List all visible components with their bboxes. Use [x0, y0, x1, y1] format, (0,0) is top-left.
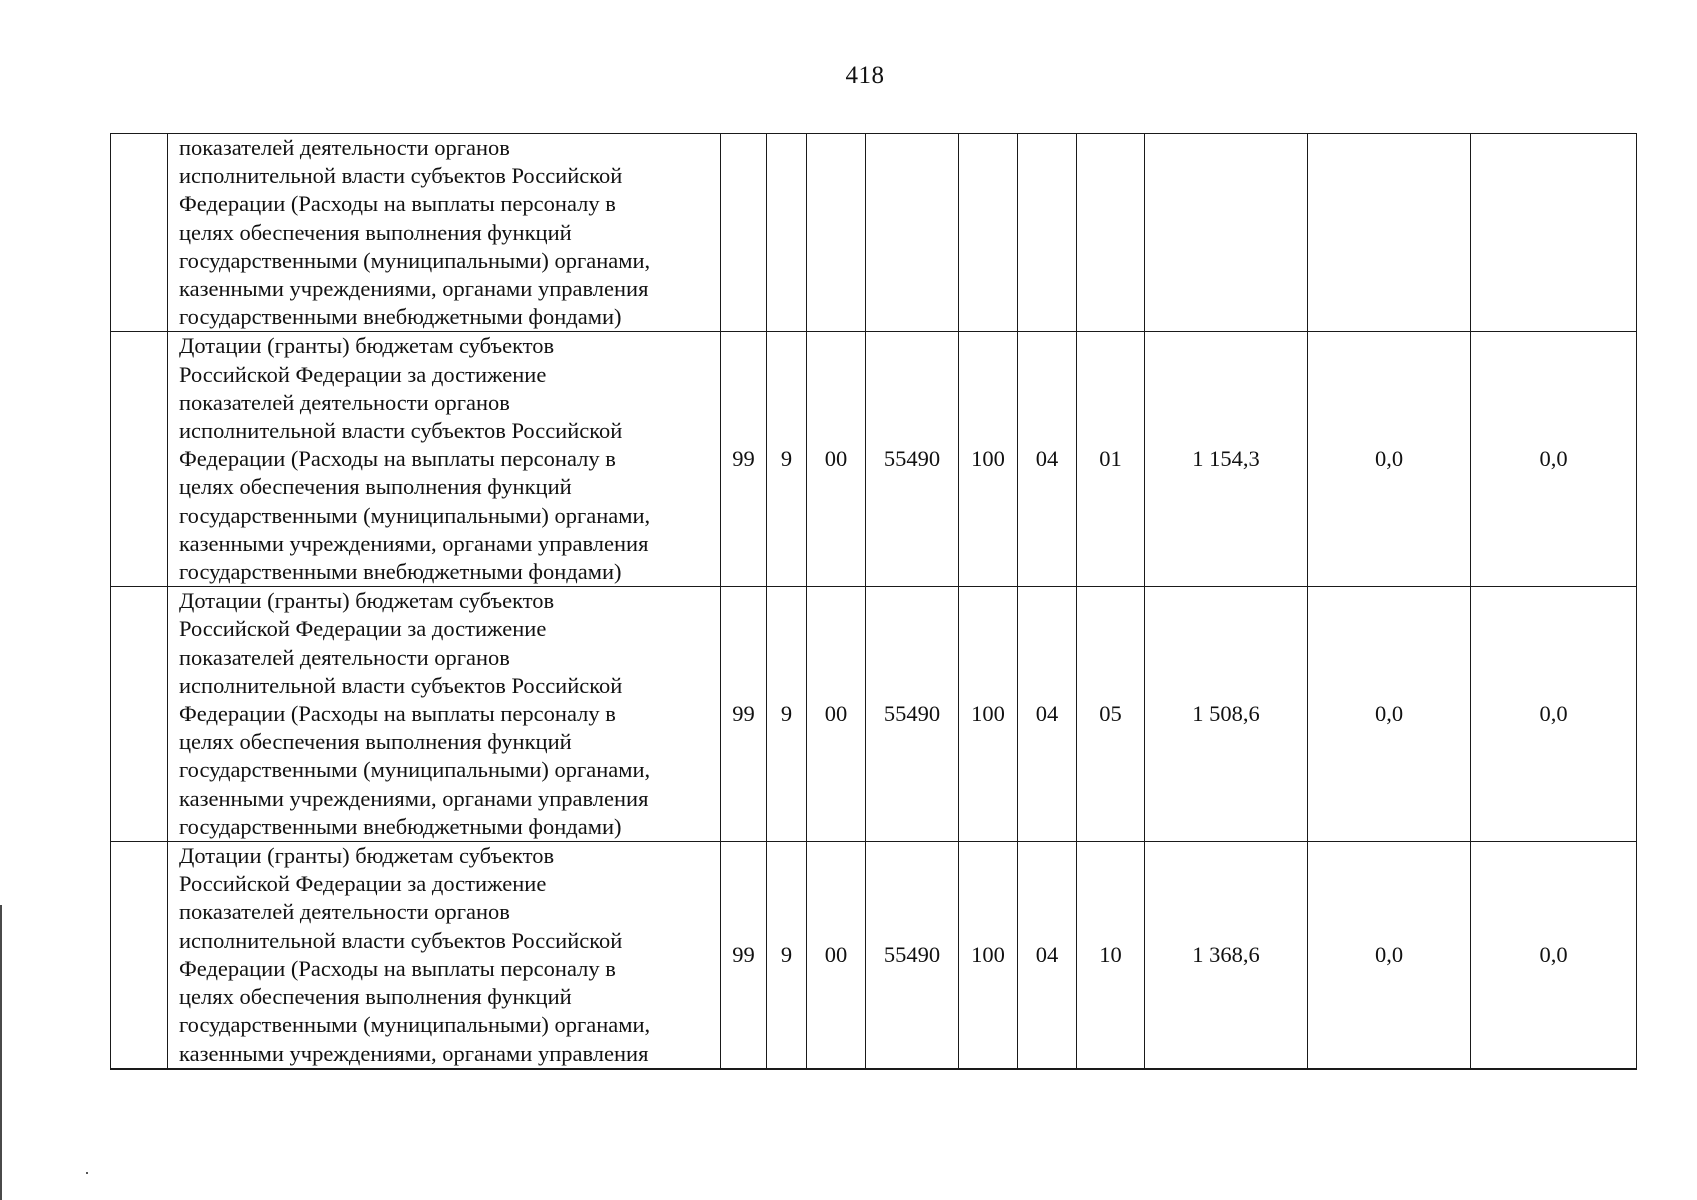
amount-cell: 0,0 — [1308, 332, 1471, 587]
scan-speck — [86, 1172, 88, 1174]
section-cell: 04 — [1018, 842, 1077, 1069]
amount-cell: 0,0 — [1471, 842, 1637, 1069]
description-line: Дотации (гранты) бюджетам субъектов — [179, 843, 555, 869]
description-line: целях обеспечения выполнения функций — [179, 984, 572, 1010]
description-line: Российской Федерации за достижение — [179, 616, 547, 642]
description-line: показателей деятельности органов — [179, 644, 510, 670]
description-line: показателей деятельности органов — [179, 389, 510, 415]
description-line: Дотации (гранты) бюджетам субъектов — [179, 588, 555, 614]
description-line: показателей деятельности органов — [179, 135, 510, 160]
description-line: государственными (муниципальными) органами, — [179, 757, 651, 783]
table-row — [111, 842, 1637, 1069]
subsection-cell — [1077, 134, 1145, 332]
description-cell — [168, 134, 721, 332]
expense-type-cell: 100 — [959, 332, 1018, 587]
description-line: Федерации (Расходы на выплаты персоналу в — [179, 701, 616, 727]
amount-cell: 0,0 — [1308, 842, 1471, 1069]
main-event-code-cell: 00 — [807, 587, 866, 842]
description-line: исполнительной власти субъектов Российской — [179, 418, 623, 444]
main-event-code-cell: 00 — [807, 332, 866, 587]
description-cell — [168, 842, 721, 1069]
subprogram-code-cell: 9 — [767, 332, 807, 587]
direction-code-cell: 55490 — [866, 332, 959, 587]
subsection-cell: 01 — [1077, 332, 1145, 587]
main-event-code-cell: 00 — [807, 842, 866, 1069]
description-line: исполнительной власти субъектов Российской — [179, 672, 623, 698]
description-line: показателей деятельности органов — [179, 899, 510, 925]
description-line: Российской Федерации за достижение — [179, 361, 547, 387]
amount-cell: 1 368,6 — [1145, 842, 1308, 1069]
description-cell — [168, 332, 721, 587]
description-line: государственными (муниципальными) органами, — [179, 502, 651, 528]
subprogram-code-cell: 9 — [767, 587, 807, 842]
table-row — [111, 587, 1637, 842]
amount-cell: 1 154,3 — [1145, 332, 1308, 587]
direction-code-cell: 55490 — [866, 842, 959, 1069]
description-line: целях обеспечения выполнения функций — [179, 474, 572, 500]
subsection-cell: 05 — [1077, 587, 1145, 842]
description-line: казенными учреждениями, органами управления — [179, 276, 649, 302]
subprogram-code-cell: 9 — [767, 842, 807, 1069]
description-line: Дотации (гранты) бюджетам субъектов — [179, 333, 555, 359]
description-cell — [168, 587, 721, 842]
description-line: государственными внебюджетными фондами) — [179, 559, 622, 585]
page-number: 418 — [845, 62, 885, 89]
budget-table — [110, 133, 1637, 1070]
amount-cell — [1145, 134, 1308, 332]
row-number-cell — [111, 587, 168, 842]
amount-cell: 0,0 — [1471, 587, 1637, 842]
amount-cell — [1308, 134, 1471, 332]
description-line: исполнительной власти субъектов Российской — [179, 163, 623, 189]
section-cell — [1018, 134, 1077, 332]
program-code-cell: 99 — [721, 587, 767, 842]
amount-cell — [1471, 134, 1637, 332]
program-code-cell: 99 — [721, 842, 767, 1069]
description-line: целях обеспечения выполнения функций — [179, 729, 572, 755]
amount-cell: 0,0 — [1308, 587, 1471, 842]
description-line: целях обеспечения выполнения функций — [179, 219, 572, 245]
expense-type-cell — [959, 134, 1018, 332]
expense-type-cell: 100 — [959, 842, 1018, 1069]
table-row — [111, 332, 1637, 587]
scan-edge-mark — [0, 905, 2, 1200]
description-line: исполнительной власти субъектов Российской — [179, 927, 623, 953]
description-line: казенными учреждениями, органами управления — [179, 1040, 649, 1066]
direction-code-cell: 55490 — [866, 587, 959, 842]
description-line: Федерации (Расходы на выплаты персоналу в — [179, 191, 616, 217]
description-line: Федерации (Расходы на выплаты персоналу в — [179, 955, 616, 981]
row-number-cell — [111, 332, 168, 587]
main-event-code-cell — [807, 134, 866, 332]
subsection-cell: 10 — [1077, 842, 1145, 1069]
table-body — [111, 134, 1637, 1069]
amount-cell: 1 508,6 — [1145, 587, 1308, 842]
description-line: казенными учреждениями, органами управления — [179, 530, 649, 556]
expense-type-cell: 100 — [959, 587, 1018, 842]
description-line: государственными (муниципальными) органами, — [179, 247, 651, 273]
program-code-cell: 99 — [721, 332, 767, 587]
description-line: государственными внебюджетными фондами) — [179, 304, 622, 330]
description-line: Федерации (Расходы на выплаты персоналу в — [179, 446, 616, 472]
table-row — [111, 134, 1637, 332]
direction-code-cell — [866, 134, 959, 332]
section-cell: 04 — [1018, 332, 1077, 587]
subprogram-code-cell — [767, 134, 807, 332]
program-code-cell — [721, 134, 767, 332]
row-number-cell — [111, 842, 168, 1069]
description-line: казенными учреждениями, органами управления — [179, 785, 649, 811]
description-line: Российской Федерации за достижение — [179, 871, 547, 897]
description-line: государственными (муниципальными) органами, — [179, 1012, 651, 1038]
description-line: государственными внебюджетными фондами) — [179, 813, 622, 839]
amount-cell: 0,0 — [1471, 332, 1637, 587]
section-cell: 04 — [1018, 587, 1077, 842]
row-number-cell — [111, 134, 168, 332]
